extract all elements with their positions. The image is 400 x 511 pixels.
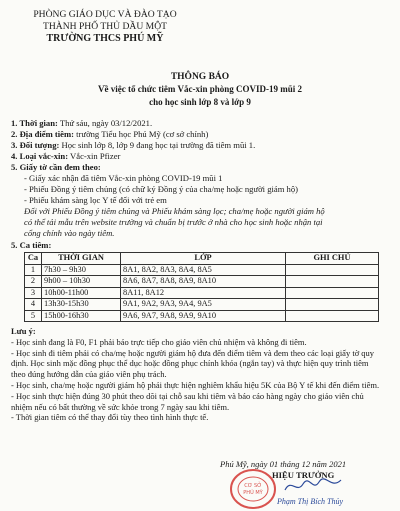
doc-1: - Giấy xác nhận đã tiêm Vắc-xin phòng COVID-19 mũi 1	[24, 173, 223, 183]
notes-label-text: Lưu ý:	[11, 326, 36, 336]
notice-subject-2: cho học sinh lớp 8 và lớp 9	[149, 97, 251, 107]
signer-name: Phạm Thị Bích Thủy	[277, 497, 343, 506]
note-2: - Học sinh đi tiêm phải có cha/mẹ hoặc người giám hộ đưa đến điểm tiêm và đem theo các loại giấy tờ quy định. Học sinh mặc đồng phục thể dục hoặc đồng phục chính khóa (ngắn tay) và thực hiện quy trình tiêm theo đúng hướng dẫn của giáo viên phụ trách.	[11, 347, 375, 380]
doc-note-line-2: có thể tải mẫu trên website trường và chuẩn bị trước ở nhà cho học sinh hoặc nhận tại	[24, 217, 323, 227]
col-class: LỚP	[121, 253, 286, 265]
table-row	[25, 299, 379, 311]
signature-scribble	[283, 476, 343, 496]
item-vaccine	[11, 151, 120, 162]
cell-ca: 5	[25, 310, 42, 322]
cell-note	[286, 287, 379, 299]
col-note: GHI CHÚ	[286, 253, 379, 265]
item-place-label: 2. Địa điểm tiêm:	[11, 129, 75, 139]
school-stamp	[228, 468, 278, 510]
item-target	[11, 140, 255, 151]
note-4: - Học sinh thực hiện đúng 30 phút theo dõi tại chỗ sau khi tiêm và báo cáo hàng ngày cho giáo viên chủ nhiệm nếu có bất thường về sức khỏe trong 7 ngày sau khi tiêm.	[11, 390, 364, 412]
notes-section	[11, 326, 383, 423]
note-5: - Thời gian tiêm có thể thay đổi tùy theo tình hình thực tế.	[11, 412, 209, 423]
cell-ca: 1	[25, 264, 42, 276]
svg-text:CƠ SỞ: CƠ SỞ	[244, 483, 262, 489]
table-row	[25, 264, 379, 276]
signature-date: Phú Mỹ, ngày 01 tháng 12 năm 2021	[220, 459, 347, 469]
item-target-value: Học sinh lớp 8, lớp 9 đang học tại trường đã tiêm mũi 1.	[59, 140, 256, 150]
item-time	[11, 118, 152, 129]
item-time-label: 1. Thời gian:	[11, 118, 58, 128]
agency-line-1: PHÒNG GIÁO DỤC VÀ ĐÀO TẠO	[33, 9, 177, 20]
svg-text:PHÚ MỸ: PHÚ MỸ	[243, 490, 263, 496]
agency-header	[10, 9, 200, 45]
cell-time: 7h30 – 9h30	[42, 264, 121, 276]
cell-class: 9A6, 9A7, 9A8, 9A9, 9A10	[121, 310, 286, 322]
item-time-value: Thứ sáu, ngày 03/12/2021.	[57, 118, 153, 128]
cell-class: 9A1, 9A2, 9A3, 9A4, 9A5	[121, 299, 286, 311]
item-schedule-label: 5. Ca tiêm:	[11, 240, 52, 250]
cell-time: 13h30-15h30	[42, 299, 121, 311]
schedule-table	[24, 252, 379, 322]
cell-note	[286, 299, 379, 311]
note-1: - Học sinh đang là F0, F1 phải báo trực tiếp cho giáo viên chủ nhiệm và không đi tiêm.	[11, 336, 307, 347]
cell-ca: 3	[25, 287, 42, 299]
cell-time: 10h00-11h00	[42, 287, 121, 299]
cell-time: 15h00-16h30	[42, 310, 121, 322]
item-vaccine-label: 4. Loại vắc-xin:	[11, 151, 69, 161]
item-target-label: 3. Đối tượng:	[11, 140, 60, 150]
cell-class: 8A6, 8A7, 8A8, 8A9, 8A10	[121, 276, 286, 288]
note-3: - Học sinh, cha/mẹ hoặc người giám hộ phải thực hiện nghiêm khẩu hiệu 5K của Bộ Y tế khi đến điểm tiêm.	[11, 379, 380, 390]
doc-note-line-1: Đối với Phiếu Đồng ý tiêm chủng và Phiếu khám sàng lọc; cha/mẹ hoặc người giám hộ	[24, 206, 325, 216]
table-header-row	[25, 253, 379, 265]
cell-ca: 4	[25, 299, 42, 311]
item-place-value: trường Tiểu học Phú Mỹ (cơ sở chính)	[74, 129, 209, 139]
agency-line-2: THÀNH PHỐ THỦ DẦU MỘT	[42, 21, 167, 32]
doc-3: - Phiếu khám sàng lọc Y tế đối với trẻ em	[24, 195, 167, 205]
doc-2: - Phiếu Đồng ý tiêm chủng (có chữ ký Đồng ý của cha/mẹ hoặc người giám hộ)	[24, 184, 298, 194]
item-docs	[11, 162, 101, 173]
signature-title: HIỆU TRƯỞNG	[272, 470, 335, 480]
col-time: THỜI GIAN	[42, 253, 121, 265]
table-row	[25, 276, 379, 288]
cell-class: 8A11, 8A12	[121, 287, 286, 299]
item-schedule	[11, 240, 51, 251]
item-place	[11, 129, 208, 140]
notice-heading: THÔNG BÁO	[170, 72, 230, 82]
cell-class: 8A1, 8A2, 8A3, 8A4, 8A5	[121, 264, 286, 276]
cell-note	[286, 310, 379, 322]
doc-note-line-3: cổng chính vào ngày tiêm.	[24, 228, 115, 238]
school-name: TRƯỜNG THCS PHÚ MỸ	[46, 33, 164, 44]
notice-subject-1: Về việc tổ chức tiêm Vắc-xin phòng COVID-19 mũi 2	[98, 84, 302, 94]
cell-time: 9h00 – 10h30	[42, 276, 121, 288]
notes-label	[11, 326, 383, 337]
cell-note	[286, 264, 379, 276]
table-row	[25, 310, 379, 322]
item-docs-label: 5. Giấy tờ cần đem theo:	[11, 162, 101, 172]
table-row	[25, 287, 379, 299]
item-vaccine-value: Vắc-xin Pfizer	[68, 151, 121, 161]
col-ca: Ca	[25, 253, 42, 265]
cell-note	[286, 276, 379, 288]
cell-ca: 2	[25, 276, 42, 288]
